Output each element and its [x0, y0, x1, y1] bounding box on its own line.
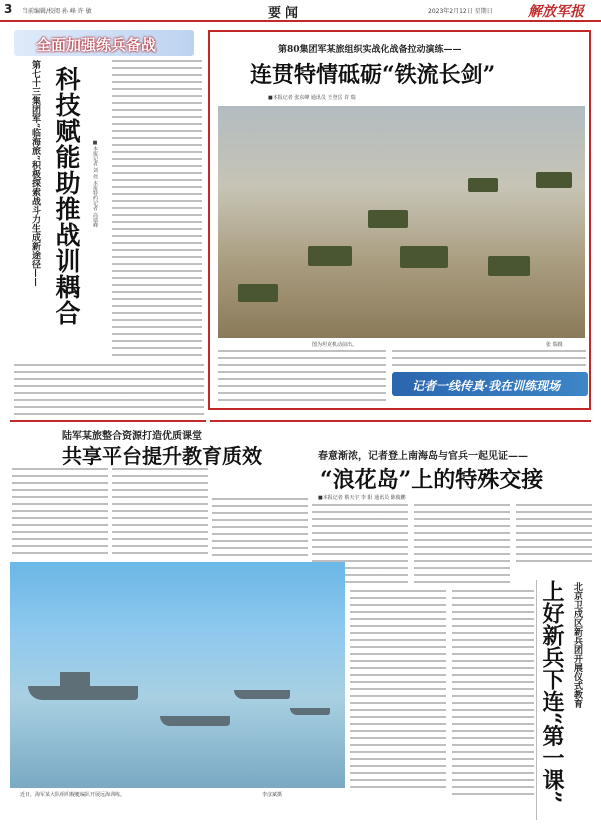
left-article-body — [112, 60, 202, 360]
mid-left-article-body — [112, 468, 208, 558]
left-article-byline: ■本报记者 刘 伟 本报特约记者 高瑞峰 — [92, 140, 98, 228]
column-stamp-text: 记者一线传真·我在训练现场 — [412, 379, 561, 393]
mid-left-article-body — [12, 468, 108, 558]
mid-right-article-kicker: 春意渐浓，记者登上南海岛与官兵一起见证—— — [318, 451, 528, 462]
mid-left-article-kicker: 陆军某旅整合资源打造优质课堂 — [62, 431, 202, 442]
column-divider — [536, 580, 537, 820]
left-article-body-bottom — [14, 364, 204, 416]
edition-info: 当前编辑/校阅 孙 峰 许 敏 — [22, 8, 92, 15]
bottom-right-article-kicker: 北京卫戍区新兵团开展仪式教育 — [572, 582, 582, 708]
featured-article-body-right — [392, 350, 586, 368]
mid-left-article-headline: 共享平台提升教育质效 — [62, 444, 262, 468]
tank-photo-caption: 图为坦克机动前出。 — [312, 342, 358, 348]
tank-shape — [488, 256, 530, 276]
bottom-right-article-headline: 上好新兵下连“第一课” — [539, 580, 565, 804]
ship-shape — [28, 686, 138, 700]
ship-shape — [234, 690, 290, 699]
tank-shape — [238, 284, 278, 302]
featured-article-body — [218, 350, 386, 405]
left-article-headline: 科技赋能助推战训耦合 — [52, 66, 81, 326]
mid-right-article-body — [452, 590, 534, 800]
tank-photo — [218, 106, 585, 338]
mid-right-article-body — [414, 504, 510, 584]
section-banner — [14, 30, 194, 56]
issue-date: 2023年2月12日 星期日 — [428, 8, 493, 15]
mid-right-article-byline: ■本报记者 蔡天宇 李 阳 通讯员 陈俊鹏 — [318, 495, 406, 501]
tank-shape — [400, 246, 448, 268]
naval-fleet-photo — [10, 562, 345, 788]
masthead — [0, 0, 601, 22]
section-title: 要闻 — [268, 6, 303, 21]
tank-shape — [468, 178, 498, 192]
banner-text: 全面加强练兵备战 — [36, 36, 157, 54]
section-divider — [210, 420, 591, 422]
newspaper-logo: 解放军报 — [528, 4, 584, 20]
section-divider — [10, 420, 206, 422]
naval-photo-caption: 近日，海军某大队组织舰艇编队开展远海训练。 — [20, 792, 126, 798]
ship-shape — [160, 716, 230, 726]
featured-article-byline: ■本报记者 张东峰 通讯员 王登岳 许 瑞 — [268, 95, 356, 101]
left-article-kicker: 第七十三集团军“临海旅”积极探索战斗力生成新途径—— — [30, 60, 40, 287]
mid-right-article-body — [516, 504, 592, 564]
tank-shape — [308, 246, 352, 266]
mid-right-article-headline: “浪花岛”上的特殊交接 — [320, 467, 544, 493]
mid-left-article-body — [212, 498, 308, 558]
ship-shape — [60, 672, 90, 688]
featured-article-kicker: 第80集团军某旅组织实战化战备拉动演练—— — [278, 45, 462, 55]
tank-photo-credit: 张 瑞摄 — [546, 342, 563, 348]
ship-shape — [290, 708, 330, 715]
mid-right-article-body — [350, 590, 446, 790]
page-number: 3 — [4, 2, 13, 16]
tank-shape — [536, 172, 572, 188]
column-stamp — [392, 372, 588, 396]
naval-photo-credit: 李彦斌摄 — [262, 792, 283, 798]
tank-shape — [368, 210, 408, 228]
featured-article-headline: 连贯特情砥砺“铁流长剑” — [250, 62, 496, 88]
